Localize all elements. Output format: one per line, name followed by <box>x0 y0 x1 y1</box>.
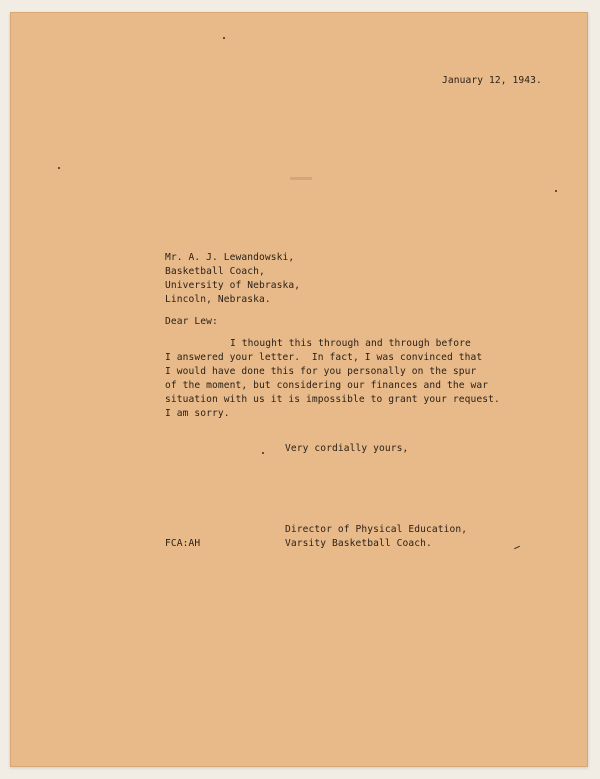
letter-date: January 12, 1943. <box>442 75 542 86</box>
letter-paper <box>10 12 588 767</box>
paper-speck <box>223 37 225 39</box>
recipient-line-2: Basketball Coach, <box>165 266 265 277</box>
body-line-6: I am sorry. <box>165 408 230 419</box>
signature-title-line-1: Director of Physical Education, <box>285 524 468 535</box>
salutation: Dear Lew: <box>165 316 218 327</box>
complimentary-closing: Very cordially yours, <box>285 443 409 454</box>
recipient-line-1: Mr. A. J. Lewandowski, <box>165 252 295 263</box>
body-line-1: I thought this through and through before <box>230 338 471 349</box>
paper-speck <box>555 190 557 192</box>
recipient-line-4: Lincoln, Nebraska. <box>165 294 271 305</box>
body-line-4: of the moment, but considering our finances and the war <box>165 380 489 391</box>
body-line-3: I would have done this for you personally on the spur <box>165 366 477 377</box>
paper-speck <box>262 452 264 454</box>
body-line-2: I answered your letter. In fact, I was convinced that <box>165 352 483 363</box>
reference-initials: FCA:AH <box>165 538 201 549</box>
paper-mark <box>514 546 520 549</box>
paper-smudge <box>290 177 312 180</box>
body-line-5: situation with us it is impossible to grant your request. <box>165 394 500 405</box>
paper-speck <box>58 167 60 169</box>
signature-title-line-2: Varsity Basketball Coach. <box>285 538 432 549</box>
recipient-line-3: University of Nebraska, <box>165 280 301 291</box>
